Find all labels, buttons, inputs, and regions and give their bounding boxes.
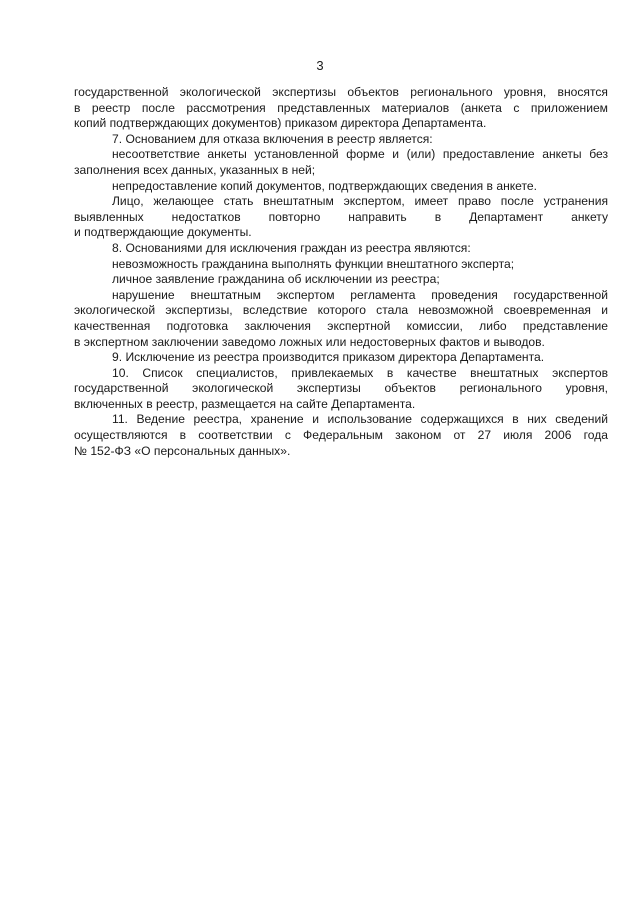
text-line: качественная подготовка заключения экспертной комиссии, либо представление <box>74 318 608 333</box>
text-line: 7. Основанием для отказа включения в реестр является: <box>112 131 433 146</box>
text-line: невозможность гражданина выполнять функции внештатного эксперта; <box>112 256 515 271</box>
text-line: государственной экологической экспертизы объектов регионального уровня, <box>74 381 608 396</box>
text-line: 11. Ведение реестра, хранение и использование содержащихся в них сведений <box>112 412 608 427</box>
body-text <box>74 85 608 459</box>
text-line: Лицо, желающее стать внештатным экспертом, имеет право после устранения <box>112 194 608 209</box>
text-line: выявленных недостатков повторно направить в Департамент анкету <box>74 209 608 224</box>
text-line: 8. Основаниями для исключения граждан из реестра являются: <box>112 240 471 255</box>
text-line: в экспертном заключении заведомо ложных или недостоверных фактов и выводов. <box>74 334 545 349</box>
text-line: 10. Список специалистов, привлекаемых в качестве внештатных экспертов <box>112 365 608 380</box>
text-line: № 152-ФЗ «О персональных данных». <box>74 443 291 458</box>
text-line: нарушение внештатным экспертом регламента проведения государственной <box>112 287 608 302</box>
text-line: копий подтверждающих документов) приказом директора Департамента. <box>74 116 487 131</box>
text-line: осуществляются в соответствии с Федеральным законом от 27 июля 2006 года <box>74 428 608 443</box>
text-line: включенных в реестр, размещается на сайте Департамента. <box>74 396 416 411</box>
text-line: и подтверждающие документы. <box>74 225 252 240</box>
page-number: 3 <box>316 58 324 73</box>
text-line: личное заявление гражданина об исключении из реестра; <box>112 272 440 287</box>
text-line: заполнения всех данных, указанных в ней; <box>74 162 316 177</box>
text-line: в реестр после рассмотрения представленных материалов (анкета с приложением <box>74 100 608 115</box>
text-line: несоответствие анкеты установленной форме и (или) предоставление анкеты без <box>112 147 608 162</box>
text-line: 9. Исключение из реестра производится приказом директора Департамента. <box>112 350 545 365</box>
text-line: экологической экспертизы, вследствие которого стала невозможной своевременная и <box>74 303 608 318</box>
text-line: государственной экологической экспертизы объектов регионального уровня, вносятся <box>74 85 608 99</box>
text-line: непредоставление копий документов, подтверждающих сведения в анкете. <box>112 178 537 193</box>
